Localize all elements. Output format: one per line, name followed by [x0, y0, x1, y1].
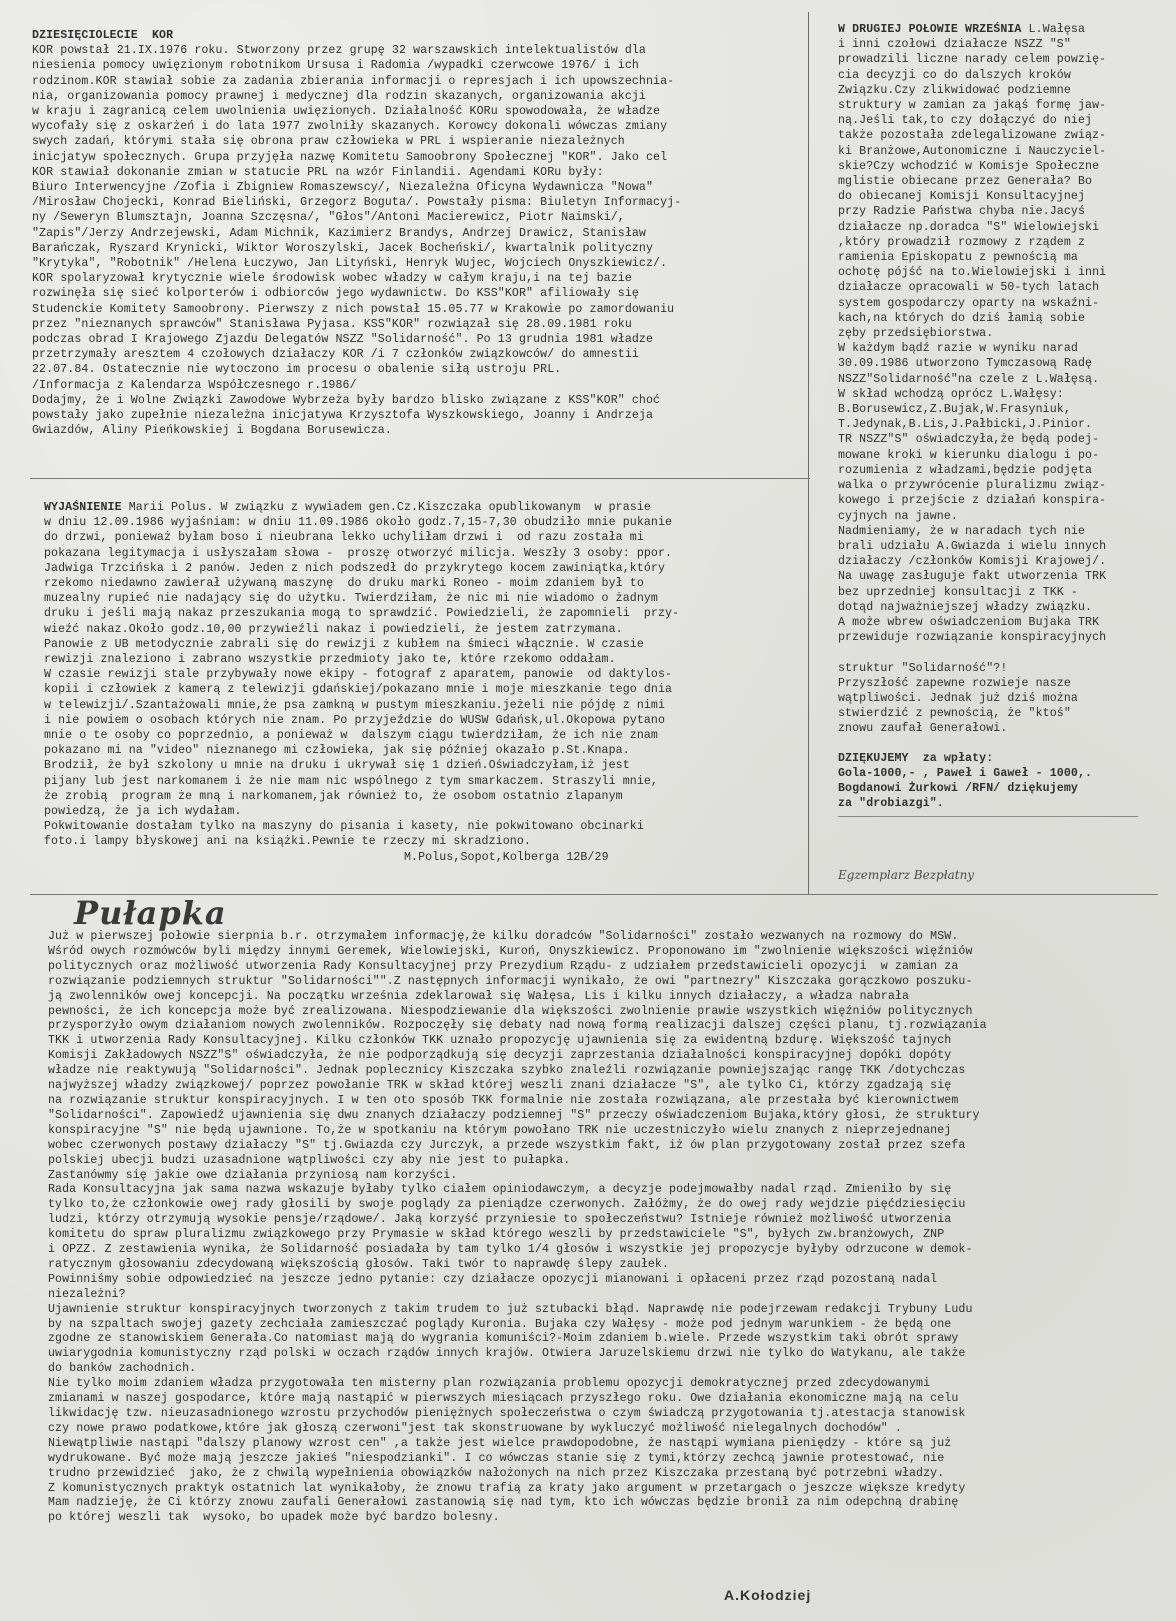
pulapka-lines-line: ludzi, którzy otrzymują wysokie pensje/rządowe/. Jaką korzyść przyniesie to społeczeństwu? Istnieje również możliwość utworzenia — [48, 1213, 952, 1227]
wyjasnienie-lines-line: muzealny rupieć nie nadający się do użytku. Twierdziłam, że nic mi nie wiadomo o żadnym — [44, 592, 658, 606]
kor-lines-line: Studenckie Komitety Samoobrony. Pierwszy z nich powstał 15.05.77 w Krakowie po zamordowaniu — [32, 302, 675, 316]
pulapka-lines-line: Z komunistycznych praktyk ostatnich lat wynikałoby, że znowu trafią za kraty jako argument w przetargach o jeszcze większe kredyty — [48, 1481, 966, 1495]
right-lines-line: kach,na których do dziś łamią sobie — [838, 311, 1086, 325]
right-lines-line: ki Branżowe,Autonomiczne i Nauczyciel- — [838, 144, 1107, 158]
right-lines-line: wątpliwości. Jednak już dziś można — [838, 691, 1078, 705]
pulapka-title: Pułapka — [74, 894, 227, 932]
pulapka-article — [48, 930, 1158, 1526]
wyjasnienie-signature: M.Polus,Sopot,Kolberga 12B/29 — [404, 850, 609, 864]
kor-lines-line: przetrzymały aresztem 4 czołowych działaczy KOR /i 7 członków związkowców/ do amnestii — [32, 348, 639, 362]
kor-lines-line: KOR stawiał dokonanie zmian w statucie PRL na wzór Finlandii. Agendami KORu były: — [32, 165, 604, 179]
right-lines-line: działaczy /członków Komisji Krajowej/. — [838, 555, 1107, 569]
pulapka-lines-line: Ujawnienie struktur konspiracyjnych tworzonych z takim trudem to już sztubacki błąd. Naprawdę nie podejrzewam redakcji Trybuny Ludu — [48, 1302, 973, 1316]
pulapka-lines-line: komitetu do spraw pluralizmu związkowego przy Prymasie w skład którego weszli by przedstawiciele "S", byłych zw.branżowych, ZNP — [48, 1228, 945, 1242]
wyjasnienie-lines-line: kopii i człowiek z kamerą z telewizji gdańskiej/pokazano mnie i moje mieszkanie tego dnia — [44, 683, 673, 697]
section-divider-top — [30, 478, 810, 479]
right-lines-line: ną.Jeśli tak,to czy dołączyć do niej — [838, 114, 1093, 128]
right-donations-line: Bogdanowi Żurkowi /RFN/ dziękujemy — [838, 781, 1078, 795]
pulapka-lines-line: polskiej ubecji budzi uzasadnione wątpliwości czy aby nie jest to pułapka. — [48, 1153, 571, 1167]
kor-heading: DZIESIĘCIOLECIE KOR — [32, 29, 174, 42]
wyjasnienie-article — [44, 500, 802, 865]
wyjasnienie-lines-line: rzekomo niedawno zawierał używaną maszynę do druku marki Roneo - moim zdaniem był to — [44, 577, 644, 591]
wyjasnienie-first-line: Marii Polus. W związku z wywiadem gen.Cz.Kiszczaka opublikowanym w prasie — [128, 501, 651, 514]
right-lines-line: mglistie obiecane przez Generała? Bo — [838, 175, 1093, 189]
wyjasnienie-body — [44, 515, 802, 849]
right-first-line: L.Wałęsa — [1021, 23, 1086, 36]
kor-lines-line: inicjatyw społecznych. Grupa przyjęła nazwę Komitetu Samoobrony Społecznej "KOR". Jako cel — [32, 150, 668, 164]
pulapka-lines-line: do banków zachodnich. — [48, 1362, 197, 1376]
kor-body — [32, 43, 802, 438]
pulapka-lines-line: wobec czerwonych postawy działaczy "S" tj.Gwiazda czy Jurczyk, a przede wszystkim fakt, iż ów plan przygotowany został przez szefa — [48, 1138, 966, 1152]
kor-lines-line: rodzinom.KOR stawiał sobie za zadania zbierania informacji o represjach i ich upowszechnia- — [32, 74, 675, 88]
right-lines-line: 30.09.1986 utworzono Tymczasową Radę — [838, 357, 1093, 371]
pulapka-lines-line: zgodne ze stanowiskiem Generała.Co natomiast mają do wygrania komuniści?-Moim zdaniem b.wiele. Przede wszystkim taki obrót sprawy — [48, 1332, 959, 1346]
right-lines-line: ,który prowadził rozmowy z rządem z — [838, 235, 1086, 249]
pulapka-lines-line: likwidację tzw. nieuzasadnionego wzrostu przychodów pieniężnych społeczeństwa o czym świadczą przygotowania tj.atestacja stanowisk — [48, 1407, 966, 1420]
right-lines-line: działacze opracowali w 50-tych latach — [838, 281, 1100, 295]
right-column-article — [838, 22, 1158, 811]
right-lines-line: Na uwagę zasługuje fakt utworzenia TRK — [838, 570, 1107, 584]
kor-article — [32, 28, 802, 438]
pulapka-lines-line: najwyższej władzy związkowej/ poprzez powołanie TRK w skład której weszli znani działacze "S", ale tylko Ci, którzy zgadzają się — [48, 1079, 952, 1093]
pulapka-lines-line: Mam nadzieję, że Ci którzy znowu zaufali Generałowi zastanowią się nad tym, kto ich wówczas będzie bronił za nim odepchną drabinę — [48, 1496, 959, 1510]
pulapka-lines-line: uwiarygodnia komunistyczny rząd polski w oczach rządów innych krajów. Otwiera Jaruzelskiemu drzwi nie tylko do Watykanu, ale także — [48, 1347, 966, 1361]
donations-block — [838, 751, 1158, 812]
wyjasnienie-lines-line: pokazana legitymacja i usłyszałam słowa - proszę otworzyć milicja. Weszły 3 osoby: ppor. — [44, 546, 673, 560]
pulapka-lines-line: Niewątpliwie nastąpi "dalszy planowy wzrost cen" ,a także jest wielce prawdopodobne, że nastąpi wymiana pieniędzy - które są już — [48, 1436, 952, 1450]
pulapka-lines-line: tylko to,że członkowie owej rady głosili by swoje poglądy za pieniądze czerwonych. Załóżmy, że do owej rady wejdzie pięćdziesięciu — [48, 1198, 966, 1212]
wyjasnienie-lines-line: druku i jeśli mają nakaz przeszukania mogą to sprawdzić. Powiedzieli, że zapomnieli przy- — [44, 607, 680, 621]
pulapka-lines-line: Zastanówmy się jakie owe działania przyniosą nam korzyści. — [48, 1168, 458, 1182]
right-lines-line: B.Borusewicz,Z.Bujak,W.Frasyniuk, — [838, 403, 1071, 417]
right-lines-line: rozumienia z władzami,będzie podjęta — [838, 463, 1093, 477]
pulapka-lines-line: politycznych oraz możliwość utworzenia Rady Konsultacyjnej przy Prezydium Rządu- z udziałem przedstawicieli opozycji w zamian za — [48, 959, 959, 973]
pulapka-lines-line: czy nowe prawo podatkowe,które jak głoszą czerwoni"jest tak skonstruowane by wykluczyć możliwość nielegalnych dochodów" . — [48, 1421, 902, 1435]
kor-lines-line: przez "nieznanych sprawców" Stanisława Pyjasa. KSS"KOR" rozwiązał się 28.09.1981 roku — [32, 317, 632, 331]
right-lines-line: TR NSZZ"S" oświadczyła,że będą podej- — [838, 433, 1100, 447]
kor-lines-line: rozwinęła się sieć kolporterów i odbiorców jego wydawnictw. Do KSS"KOR" afiliowały się — [32, 287, 639, 301]
kor-lines-line: swych zadań, którymi stała się obrona praw człowieka w PRL i wspieranie niezależnych — [32, 135, 625, 149]
right-lines-line: przy Radzie Państwa chyba nie.Jacyś — [838, 205, 1086, 219]
right-lines-line: zęby przedsiębiorstwa. — [838, 327, 994, 341]
right-lines-line: cyjnych na jawne. — [838, 509, 958, 523]
right-lines-line: NSZZ"Solidarność"na czele z L.Wałęsą. — [838, 372, 1100, 386]
pulapka-lines-line: i OPZZ. Z zestawienia wynika, że Solidarność posiadała by tam tylko 1/4 głosów i wszystkie jej propozycje byłyby odrzucone w demok- — [48, 1243, 973, 1257]
right-heading: W DRUGIEJ POŁOWIE WRZEŚNIA — [838, 23, 1022, 36]
right-lines-line: struktur "Solidarność"?! — [838, 661, 1008, 675]
right-lines-line: także pozostała zdelegalizowane związ- — [838, 129, 1107, 143]
wyjasnienie-lines-line: że zrobią program że mną i narkomanem,jak również to, że osobom ostatnio zlapanym — [44, 789, 623, 803]
kor-lines-line: Biuro Interwencyjne /Zofia i Zbigniew Romaszewscy/, Niezależna Oficyna Wydawnicza "Nowa" — [32, 181, 654, 195]
kor-lines-line: ny /Seweryn Blumsztajn, Joanna Szczęsna/, "Głos"/Antoni Macierewicz, Piotr Naimski/, — [32, 211, 625, 225]
right-lines-line: Nadmieniamy, że w naradach tych nie — [838, 524, 1086, 538]
pulapka-lines-line: Nie tylko moim zdaniem władza przygotowała ten misterny plan rozwiązania problemu opozycji demokratycznej przed zdecydowanymi — [48, 1377, 931, 1391]
right-donations-line: Gola-1000,- , Paweł i Gaweł - 1000,. — [838, 766, 1093, 780]
right-lines-line: system gospodarczy oparty na wskaźni- — [838, 296, 1100, 310]
pulapka-lines-line: Powinniśmy sobie odpowiedzieć na jeszcze jedno pytanie: czy działacze opozycji mianowani i opłaceni przez rząd pozostaną nadal — [48, 1272, 938, 1286]
kor-lines-line: Dodajmy, że i Wolne Związki Zawodowe Wybrzeża były bardzo blisko związane z KSS"KOR" choć — [32, 393, 661, 407]
wyjasnienie-lines-line: w telewizji/.Szantażowali mnie,że psa zamkną w pustym mieszkaniu.jeżeli nie pójdę z nimi — [44, 698, 666, 712]
pulapka-lines-line: niezależni? — [48, 1287, 126, 1301]
wyjasnienie-lines-line: W czasie rewizji stale przybywały nowe ekipy - fotograf z aparatem, panowie od daktylos- — [44, 668, 673, 682]
right-lines-line: walka o przywrócenie pluralizmu związ- — [838, 479, 1107, 493]
kor-lines-line: /Informacja z Kalendarza Współczesnego r.1986/ — [32, 378, 357, 392]
kor-lines-line: KOR spolaryzował krytycznie wiele środowisk wobec władzy w całym kraju,i na tej bazie — [32, 272, 632, 286]
pulapka-lines-line: władze nie reaktywują "Solidarności". Jednak poplecznicy Kiszczaka szybko znaleźli rozwiązanie powniejszając rangę TKK /dotychczas — [48, 1064, 966, 1078]
pulapka-lines-line: wydrukowane. Być może mają jeszcze jakieś "niespodzianki". I co wówczas stanie się z tymi,którzy zechcą jawnie protestować, nie — [48, 1451, 945, 1465]
pulapka-lines-line: zmianami w naszej gospodarce, które mają nastąpić w pierwszych miesiącach przyszłego roku. Owe działania ekonomiczne mają na celu — [48, 1392, 959, 1406]
wyjasnienie-lines-line: pokazano mi na "video" nieznanego mi człowieka, jak się później okazało p.St.Knapa. — [44, 744, 630, 758]
wyjasnienie-lines-line: powiedzą, że ja ich wydałam. — [44, 805, 242, 819]
wyjasnienie-lines-line: pijany lub jest narkomanem i że nie mam nic wspólnego z tym smarkaczem. Straszyli mnie, — [44, 774, 658, 788]
pulapka-lines-line: na rozwiązanie struktur konspiracyjnych. I w ten oto sposób TKK formalnie nie została rozwiązana, ale przestała być kierownictwem — [48, 1093, 959, 1107]
pulapka-lines-line: konspiracyjne "S" nie będą ujawnione. To,że w spotkaniu na którym powołano TRK nie uczestniczyło wielu znanych z nieprzejednanej — [48, 1123, 952, 1137]
right-lines-line: brali udziału A.Gwiazda i wielu innych — [838, 539, 1107, 553]
pulapka-lines-line: Komisji Zakładowych NSZZ"S" oświadczyła, że nie podporządkują się decyzji zaprzestania działalności konspiracyjnej dopóki dopóty — [48, 1049, 952, 1063]
pulapka-lines-line: Rada Konsultacyjna jak sama nazwa wskazuje byłaby tylko ciałem opiniodawczym, a decyzje podejmowałby nadal rząd. Zmieniło by się — [48, 1183, 952, 1197]
pulapka-lines-line: pewności, że ich koncepcja może być zrealizowana. Niespodziewanie dla większości zwolnienie prawie wszystkich więźniów politycznych — [48, 1004, 973, 1018]
wyjasnienie-lines-line: wieźć nakaz.Około godz.10,00 przywieźli nakaz i powiedzieli, że jestem zatrzymana. — [44, 622, 623, 636]
kor-lines-line: wycofały się z oskarżeń i do lata 1977 zwolniły skazanych. Korowcy dokonali wówczas zmiany — [32, 120, 668, 134]
right-lines-line: W skład wchodzą oprócz L.Wałęsy: — [838, 387, 1064, 401]
kor-lines-line: 22.07.84. Ostatecznie nie wytoczono im procesu o obalenie siłą ustroju PRL. — [32, 363, 562, 377]
right-lines-line: A może wbrew oświadczeniom Bujaka TRK — [838, 615, 1100, 629]
right-lines-line: struktury w zamian za jakąś formę jaw- — [838, 99, 1107, 113]
wyjasnienie-lines-line: do drzwi, ponieważ byłam boso i nieubrana lekko uchyliłam drzwi i od razu została mi — [44, 531, 644, 545]
right-lines-line: T.Jedynak,B.Lis,J.Pałbicki,J.Pinior. — [838, 418, 1093, 432]
right-lines-line: W każdym bądź razie w wyniku narad — [838, 342, 1078, 356]
kor-lines-line: KOR powstał 21.IX.1976 roku. Stworzony przez grupę 32 warszawskich intelektualistów dla — [32, 44, 646, 58]
wyjasnienie-lines-line: Brodził, że był szkolony u mnie na druku i ukrywał się 1 dzień.Oświadczyłam,iż jest — [44, 759, 630, 773]
pulapka-lines-line: trudno przewidzieć jako, że z chwilą wypełnienia obowiązków nałożonych na nich przez Kiszczaka przestaną być potrzebni władzy. — [48, 1466, 945, 1480]
right-lines-line: Przyszłość zapewne rozwieje nasze — [838, 676, 1071, 690]
wyjasnienie-lines-line: mnie o te osoby co poprzednio, a ponieważ w dalszym ciągu twierdziłam, że ich nie znam — [44, 729, 658, 743]
wyjasnienie-lines-line: foto.i lampy błyskowej ani na książki.Pewnie te rzeczy mi skradziono. — [44, 835, 531, 849]
right-lines-line: przewiduje rozwiązanie konspiracyjnych — [838, 631, 1107, 645]
pulapka-lines-line: przysporzyło owym działaniom nowych zwolenników. Rozpoczęły się debaty nad nową formą realizacji dalszej części planu, tj.rozwiązania — [48, 1019, 987, 1033]
kor-lines-line: podczas obrad I Krajowego Zjazdu Delegatów NSZZ "Solidarność". Po 13 grudnia 1981 władze — [32, 333, 654, 347]
right-lines-line: stwierdzić z pewnością, że "ktoś" — [838, 707, 1071, 721]
free-copy-stamp: Egzemplarz Bezpłatny — [838, 868, 975, 882]
right-lines-line: ochotę pójść na to.Wielowiejski i inni — [838, 266, 1107, 280]
kor-lines-line: "Zapis"/Jerzy Andrzejewski, Adam Michnik, Kazimierz Brandys, Andrzej Drawicz, Stanisław — [32, 226, 646, 240]
right-lines-line: i inni czołowi działacze NSZZ "S" — [838, 38, 1071, 52]
pulapka-body — [48, 930, 1158, 1526]
donations-divider — [838, 816, 1138, 817]
pulapka-lines-line: "Solidarności". Zapowiedź ujawnienia się dwu znanych działaczy podziemnej "S" przeczy oświadczeniom Bujaka,który głosi, że struktury — [48, 1108, 980, 1122]
wyjasnienie-lines-line: w dniu 12.09.1986 wyjaśniam: w dniu 11.09.1986 około godz.7,15-7,30 obudziło mnie pukanie — [44, 516, 673, 530]
kor-lines-line: nia, organizowania pomocy prawnej i medycznej dla rodzin skazanych, organizowania akcji — [32, 89, 646, 103]
wyjasnienie-lines-line: i nie powiem o osobach których nie znam. Po przyjeździe do WUSW Gdańsk,ul.Okopowa pytano — [44, 713, 666, 727]
pulapka-lines-line: TKK i utworzenia Rady Konsultacyjnej. Kilku członków TKK uznało propozycję ujawnienia się za ewidentną bzdurę. Większość tajnych — [48, 1034, 952, 1048]
kor-lines-line: Barańczak, Ryszard Krynicki, Wiktor Woroszylski, Jacek Bocheński/, kwartalnik polityczny — [32, 241, 654, 255]
right-lines-line: bez uprzedniej konsultacji z TKK - — [838, 585, 1078, 599]
kor-lines-line: Gwiazdów, Aliny Pieńkowskiej i Bogdana Borusewicza. — [32, 424, 392, 438]
right-lines-line: prowadzili liczne narady celem powzię- — [838, 53, 1107, 67]
right-lines-line: działacze np.doradca "S" Wielowiejski — [838, 220, 1100, 234]
pulapka-lines-line: rozwiązanie podziemnych struktur "Solidarności"".Z następnych informacji wynikało, że owi "partnezry" Kiszczaka gorączkowo poszuku- — [48, 974, 973, 988]
right-lines-line — [838, 645, 1158, 660]
right-donations-line: DZIĘKUJEMY za wpłaty: — [838, 751, 994, 765]
right-lines-line: do obiecanej Komisji Konsultacyjnej — [838, 190, 1086, 204]
right-lines-line: dotąd najważniejszej władzy związku. — [838, 600, 1093, 614]
column-divider — [808, 12, 809, 894]
right-lines-line: cia decyzji co do dalszych kroków — [838, 68, 1071, 82]
pulapka-lines-line: ją zwolenników owej koncepcji. Na początku września zdeklarował się Wałęsa, Lis i kilku innych działaczy, a władza nabrała — [48, 989, 909, 1003]
pulapka-lines-line: po której weszli tak wysoko, bo upadek może być bardzo bolesny. — [48, 1511, 500, 1525]
right-donations-line: za "drobiazgi". — [838, 797, 944, 811]
pulapka-lines-line: ratycznym głosowaniu zdecydowaną większością głosów. Taki twór to naprawdę ślepy zaułek. — [48, 1257, 670, 1271]
kor-lines-line: niesienia pomocy uwięzionym robotnikom Ursusa i Radomia /wypadki czerwcowe 1976/ i ich — [32, 59, 639, 73]
right-lines-line: mowane kroki w kierunku dialogu i po- — [838, 448, 1100, 462]
wyjasnienie-lines-line: rewizji znaleziono i zabrano wszystkie przedmioty jako te, które rzekomo oddałam. — [44, 653, 616, 667]
wyjasnienie-heading: WYJAŚNIENIE — [44, 501, 122, 514]
pulapka-author: A.Kołodziej — [724, 1587, 812, 1603]
kor-lines-line: w kraju i zagranicą celem uwolnienia uwięzionych. Działalność KORu spowodowała, że władze — [32, 105, 661, 119]
kor-lines-line: /Mirosław Chojecki, Konrad Bieliński, Grzegorz Boguta/. Powstały pisma: Biuletyn Informacyj- — [32, 196, 682, 210]
right-lines-line: skie?Czy wchodzić w Komisje Społeczne — [838, 159, 1100, 173]
pulapka-lines-line: by na szpaltach swojej gazety zechciała zamieszczać poglądy Kuronia. Bujaka czy Wałęsy - może pod jednym warunkiem - że będą one — [48, 1317, 952, 1331]
right-body — [838, 37, 1158, 736]
right-lines-line: kowego i przejście z działań konspira- — [838, 494, 1107, 508]
kor-lines-line: powstały jako zupełnie niezależna inicjatywa Krzysztofa Wyszkowskiego, Joanny i Andrzeja — [32, 409, 654, 423]
pulapka-lines-line: Już w pierwszej połowie sierpnia b.r. otrzymałem informację,że kilku doradców "Solidarności" zostało wezwanych na rozmowy do MSW. — [48, 930, 959, 943]
kor-lines-line: "Krytyka", "Robotnik" /Helena Łuczywo, Jan Lityński, Henryk Wujec, Wojciech Onyszkiewicz/. — [32, 257, 668, 271]
right-lines-line: ramienia Episkopatu z pewnością ma — [838, 251, 1078, 265]
pulapka-lines-line: Wśród owych rozmówców byli między innymi Geremek, Wielowiejski, Kuroń, Onyszkiewicz. Proponowano im "zwolnienie większości więźniów — [48, 944, 973, 958]
wyjasnienie-lines-line: Pokwitowanie dostałam tylko na maszyny do pisania i kasety, nie pokwitowano obcinarki — [44, 820, 644, 834]
right-lines-line: Związku.Czy zlikwidować podziemne — [838, 83, 1071, 97]
wyjasnienie-lines-line: Panowie z UB metodycznie zabrali się do rewizji z kubłem na śmieci włącznie. W czasie — [44, 637, 644, 651]
right-lines-line: znowu zaufał Generałowi. — [838, 722, 1008, 736]
wyjasnienie-lines-line: Jadwiga Trzcińska i 2 panów. Jeden z nich podszedł do przykrytego kocem zawiniątka,który — [44, 561, 666, 575]
